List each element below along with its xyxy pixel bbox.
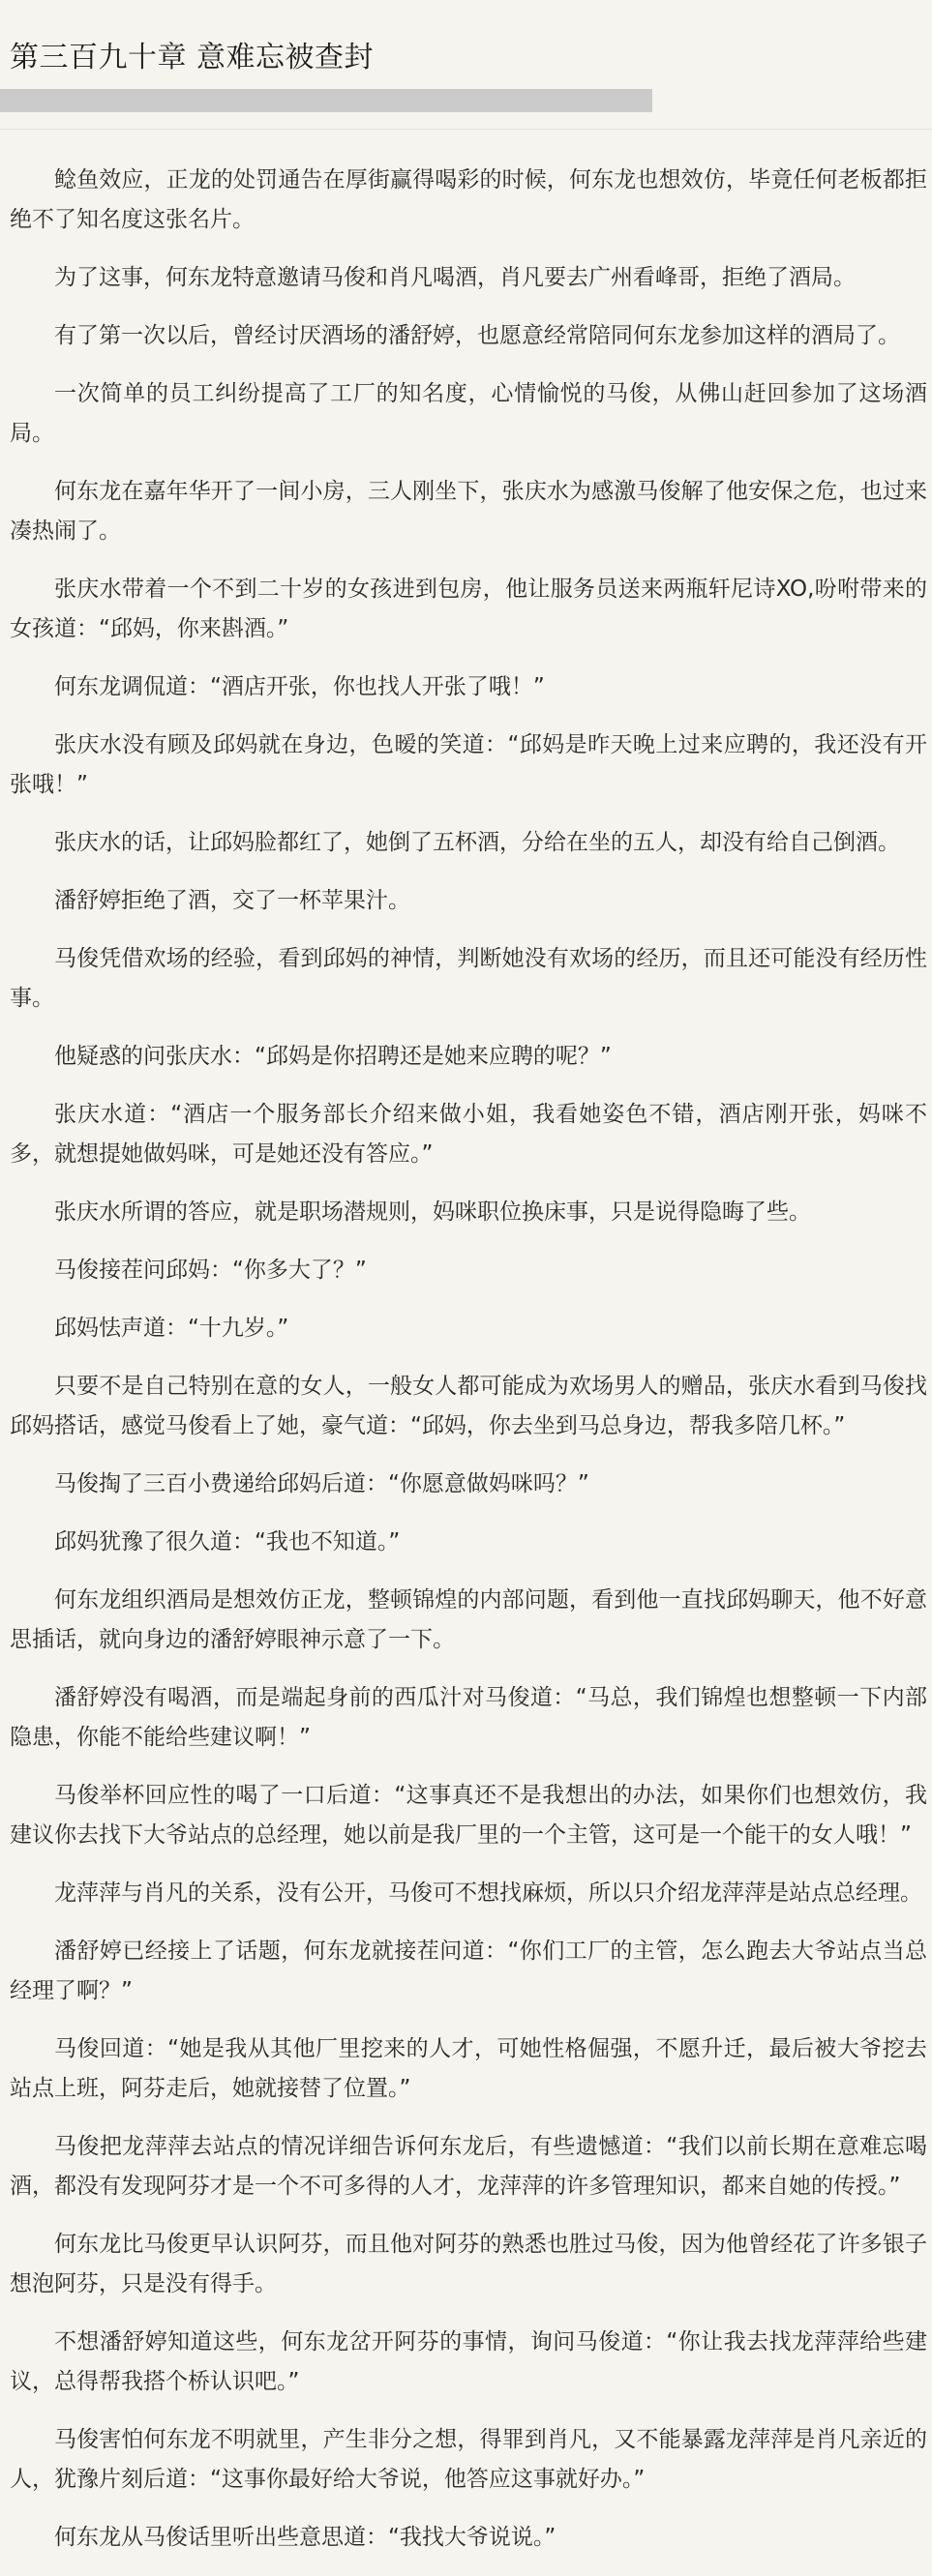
paragraph: 潘舒婷拒绝了酒，交了一杯苹果汁。 <box>54 888 410 913</box>
paragraph: 马俊害怕何东龙不明就里，产生非分之想，得罪到肖凡，又不能暴露龙萍萍是肖凡亲近的人，犹豫片刻后道：“这事你最好给大爷说，他答应这事就好办。” <box>10 2427 927 2492</box>
paragraph: 张庆水的话，让邱妈脸都红了，她倒了五杯酒，分给在坐的五人，却没有给自己倒酒。 <box>54 830 900 855</box>
paragraph: 马俊接茬问邱妈：“你多大了？” <box>54 1258 367 1283</box>
paragraph: 何东龙比马俊更早认识阿芬，而且他对阿芬的熟悉也胜过马俊，因为他曾经花了许多银子想泡阿芬，只是没有得手。 <box>10 2232 927 2296</box>
paragraph: 潘舒婷已经接上了话题，何东龙就接茬问道：“你们工厂的主管，怎么跑去大爷站点当总经理了啊？” <box>10 1939 927 2003</box>
paragraph: 马俊凭借欢场的经验，看到邱妈的神情，判断她没有欢场的经历，而且还可能没有经历性事。 <box>10 946 927 1011</box>
paragraph: 为了这事，何东龙特意邀请马俊和肖凡喝酒，肖凡要去广州看峰哥，拒绝了酒局。 <box>54 265 856 290</box>
paragraph: 邱妈犹豫了很久道：“我也不知道。” <box>54 1529 401 1554</box>
paragraph: 一次简单的员工纠纷提高了工厂的知名度，心情愉悦的马俊，从佛山赶回参加了这场酒局。 <box>10 381 927 446</box>
paragraph: 张庆水道：“酒店一个服务部长介绍来做小姐，我看她姿色不错，酒店刚开张，妈咪不多，就想提她做妈咪，可是她还没有答应。” <box>10 1102 927 1167</box>
paragraph: 只要不是自己特别在意的女人，一般女人都可能成为欢场男人的赠品，张庆水看到马俊找邱妈搭话，感觉马俊看上了她，豪气道：“邱妈，你去坐到马总身边，帮我多陪几杯。” <box>10 1374 927 1438</box>
paragraph: 张庆水带着一个不到二十岁的女孩进到包房，他让服务员送来两瓶轩尼诗XO,吩咐带来的女孩道：“邱妈，你来斟酒。” <box>10 577 927 641</box>
paragraph: 马俊回道：“她是我从其他厂里挖来的人才，可她性格倔强，不愿升迁，最后被大爷挖去站点上班，阿芬走后，她就接替了位置。” <box>10 2036 927 2101</box>
paragraph: 张庆水所谓的答应，就是职场潜规则，妈咪职位换床事，只是说得隐晦了些。 <box>54 1199 811 1225</box>
chapter-title: 第三百九十章 意难忘被查封 <box>10 41 375 74</box>
paragraph: 何东龙组织酒局是想效仿正龙，整顿锦煌的内部问题，看到他一直找邱妈聊天，他不好意思插话，就向身边的潘舒婷眼神示意了一下。 <box>10 1587 927 1652</box>
paragraph: 邱妈怯声道：“十九岁。” <box>54 1316 289 1341</box>
paragraph: 张庆水没有顾及邱妈就在身边，色暧的笑道：“邱妈是昨天晚上过来应聘的，我还没有开张哦！” <box>10 732 927 797</box>
paragraph: 不想潘舒婷知道这些，何东龙岔开阿芬的事情，询问马俊道：“你让我去找龙萍萍给些建议，总得帮我搭个桥认识吧。” <box>10 2329 927 2394</box>
title-divider <box>0 129 932 130</box>
paragraph: 何东龙在嘉年华开了一间小房，三人刚坐下，张庆水为感激马俊解了他安保之危，也过来凑热闹了。 <box>10 479 927 544</box>
reading-progress-bar <box>0 89 932 112</box>
paragraph: 马俊举杯回应性的喝了一口后道：“这事真还不是我想出的办法，如果你们也想效仿，我建议你去找下大爷站点的总经理，她以前是我厂里的一个主管，这可是一个能干的女人哦！” <box>10 1783 927 1848</box>
paragraph: 鲶鱼效应，正龙的处罚通告在厚街赢得喝彩的时候，何东龙也想效仿，毕竟任何老板都拒绝不了知名度这张名片。 <box>10 167 927 232</box>
paragraph: 有了第一次以后，曾经讨厌酒场的潘舒婷，也愿意经常陪同何东龙参加这样的酒局了。 <box>54 323 900 348</box>
paragraph: 何东龙调侃道：“酒店开张，你也找人开张了哦！” <box>54 674 545 699</box>
paragraph: 他疑惑的问张庆水：“邱妈是你招聘还是她来应聘的呢？” <box>54 1044 612 1069</box>
paragraph: 潘舒婷没有喝酒，而是端起身前的西瓜汁对马俊道：“马总，我们锦煌也想整顿一下内部隐患，你能不能给些建议啊！” <box>10 1685 927 1750</box>
paragraph: 马俊掏了三百小费递给邱妈后道：“你愿意做妈咪吗？” <box>54 1471 589 1496</box>
paragraph: 马俊把龙萍萍去站点的情况详细告诉何东龙后，有些遗憾道：“我们以前长期在意难忘喝酒，都没有发现阿芬才是一个不可多得的人才，龙萍萍的许多管理知识，都来自她的传授。” <box>10 2134 927 2199</box>
paragraph: 何东龙从马俊话里听出些意思道：“我找大爷说说。” <box>54 2525 556 2550</box>
paragraph: 龙萍萍与肖凡的关系，没有公开，马俊可不想找麻烦，所以只介绍龙萍萍是站点总经理。 <box>54 1880 922 1906</box>
chapter-content <box>10 161 927 2576</box>
reading-progress-fill <box>0 89 652 112</box>
